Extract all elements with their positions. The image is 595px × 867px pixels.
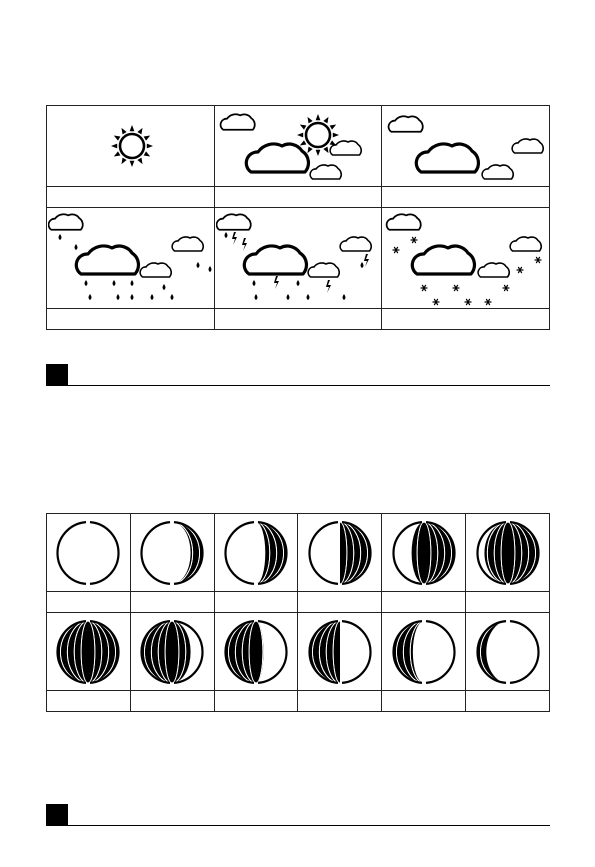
cloud-icon [478, 263, 509, 277]
moon-phase-cell [130, 514, 214, 592]
partly-cloudy-icon [218, 108, 378, 184]
snowflake-icon [484, 299, 491, 305]
moon-phase-cell [47, 613, 131, 691]
cloud-icon [330, 141, 361, 155]
cloud-icon [217, 214, 251, 229]
raindrop-icon [296, 280, 299, 286]
cloud-icon [140, 263, 171, 277]
snowflake-icon [534, 257, 541, 263]
moon-phase-table [46, 513, 550, 712]
sunny-icon [50, 108, 210, 184]
weather-cell-cloudy [382, 106, 550, 187]
moon-caption-row [47, 691, 550, 712]
raindrop-icon [163, 284, 166, 290]
moon-phase-cell [47, 514, 131, 592]
raindrop-icon [171, 294, 174, 300]
full-moon-icon [52, 616, 124, 688]
moon-caption [214, 691, 298, 712]
section-header [46, 364, 550, 386]
new-moon-icon [52, 517, 124, 589]
first-quarter-icon [304, 517, 376, 589]
moon-phase-cell [298, 514, 382, 592]
weather-caption [382, 187, 550, 208]
moon-caption [47, 592, 131, 613]
rainy-icon [48, 210, 212, 306]
sun-icon [111, 125, 153, 167]
section-header [46, 804, 550, 826]
weather-cell-rainy [47, 208, 215, 309]
cloud-icon [310, 165, 341, 179]
moon-phase-cell [382, 514, 466, 592]
lightning-icon [274, 276, 279, 289]
snowflake-icon [464, 299, 471, 305]
waning-gibbous-icon [220, 616, 292, 688]
cloud-icon [244, 246, 306, 274]
raindrop-icon [151, 294, 154, 300]
cloud-icon [482, 165, 513, 179]
snowflake-icon [432, 299, 439, 305]
cloud-icon [77, 246, 139, 274]
moon-phase-cell [298, 613, 382, 691]
snowflake-icon [420, 285, 427, 291]
waxing-crescent-icon [220, 517, 292, 589]
snowflake-icon [410, 237, 417, 243]
cloud-icon [172, 237, 203, 251]
moon-caption [382, 592, 466, 613]
weather-cell-sunny [47, 106, 215, 187]
moon-caption [466, 592, 550, 613]
moon-phase-cell [214, 514, 298, 592]
weather-cell-stormy [214, 208, 382, 309]
cloud-icon [221, 114, 255, 129]
raindrop-icon [342, 294, 345, 300]
moon-phase-cell [214, 613, 298, 691]
moon-caption [47, 691, 131, 712]
lightning-icon [232, 232, 237, 245]
raindrop-icon [131, 280, 134, 286]
section-marker [46, 364, 68, 386]
raindrop-icon [224, 232, 227, 238]
moon-caption-row [47, 592, 550, 613]
stormy-icon [216, 210, 380, 306]
lightning-icon [364, 254, 369, 267]
waxing-crescent-icon [136, 517, 208, 589]
weather-icon-table [46, 105, 550, 330]
snowflake-icon [452, 285, 459, 291]
raindrop-icon [209, 266, 212, 272]
weather-cell-snowy [382, 208, 550, 309]
moon-caption [298, 691, 382, 712]
raindrop-icon [89, 294, 92, 300]
cloudy-icon [386, 108, 546, 184]
moon-phase-cell [130, 613, 214, 691]
moon-caption [214, 592, 298, 613]
moon-caption [130, 592, 214, 613]
cloud-icon [386, 214, 420, 229]
waxing-gibbous-icon [472, 517, 544, 589]
cloud-icon [412, 246, 474, 274]
raindrop-icon [254, 294, 257, 300]
weather-cell-partly-cloudy [214, 106, 382, 187]
cloud-icon [308, 263, 339, 277]
last-quarter-icon [304, 616, 376, 688]
moon-caption [466, 691, 550, 712]
snowflake-icon [516, 267, 523, 273]
cloud-icon [510, 237, 541, 251]
raindrop-icon [360, 262, 363, 268]
weather-caption [382, 309, 550, 330]
snowflake-icon [502, 285, 509, 291]
waning-crescent-icon [388, 616, 460, 688]
cloud-icon [512, 139, 543, 153]
moon-phase-row [47, 514, 550, 592]
raindrop-icon [286, 294, 289, 300]
moon-phase-cell [466, 514, 550, 592]
raindrop-icon [113, 280, 116, 286]
lightning-icon [326, 280, 331, 293]
moon-caption [298, 592, 382, 613]
weather-caption [47, 187, 215, 208]
raindrop-icon [252, 280, 255, 286]
waning-crescent-icon [472, 616, 544, 688]
lightning-icon [242, 238, 247, 251]
waning-gibbous-icon [136, 616, 208, 688]
moon-phase-cell [382, 613, 466, 691]
section-rule [68, 385, 550, 386]
cloud-icon [416, 144, 478, 172]
raindrop-icon [75, 244, 78, 250]
raindrop-icon [306, 294, 309, 300]
section-rule [68, 825, 550, 826]
moon-phase-cell [466, 613, 550, 691]
weather-caption [214, 187, 382, 208]
raindrop-icon [197, 262, 200, 268]
snowy-icon [384, 210, 548, 306]
raindrop-icon [85, 280, 88, 286]
weather-caption [47, 309, 215, 330]
snowflake-icon [392, 247, 399, 253]
cloud-icon [340, 237, 371, 251]
raindrop-icon [59, 234, 62, 240]
cloud-icon [388, 116, 422, 131]
weather-caption [214, 309, 382, 330]
waxing-gibbous-icon [388, 517, 460, 589]
section-marker [46, 804, 68, 826]
moon-caption [382, 691, 466, 712]
cloud-icon [246, 144, 308, 172]
raindrop-icon [131, 294, 134, 300]
moon-caption [130, 691, 214, 712]
cloud-icon [49, 214, 83, 229]
raindrop-icon [117, 294, 120, 300]
moon-phase-row [47, 613, 550, 691]
